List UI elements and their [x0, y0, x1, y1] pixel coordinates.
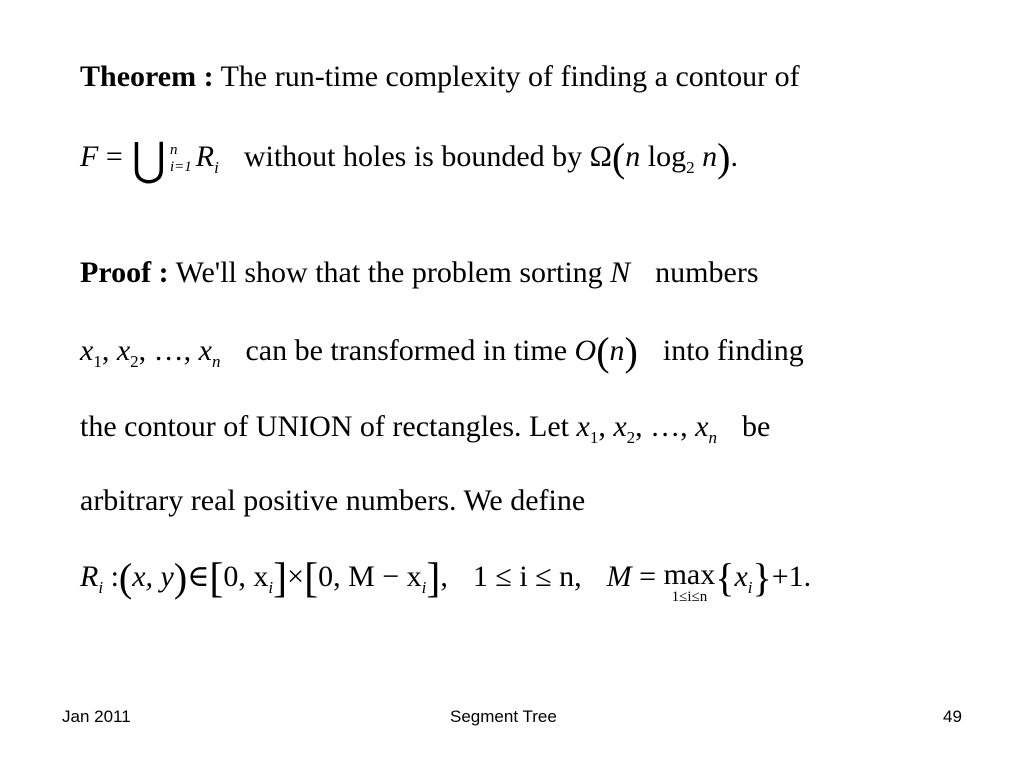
def-plus-one: +1. [771, 560, 812, 593]
proof-line-4 [80, 484, 585, 518]
formula-R-sub: i [214, 158, 219, 177]
def-colon: : [110, 560, 119, 593]
seq-x2: x [116, 334, 131, 367]
proof-N: N [610, 256, 631, 289]
seq2-x2: x [613, 410, 627, 443]
proof-label: Proof : [80, 256, 169, 289]
proof-text-3: the contour of UNION of rectangles. Let [80, 410, 569, 443]
proof-line-2: $x_1$, $x_2$, …, $x_n$ can be transformed in time O(n) into finding [80, 329, 804, 374]
def-interval1: 0, x [223, 560, 269, 593]
def-eq: = [639, 560, 657, 593]
theorem-label: Theorem : [80, 60, 214, 93]
def-R: R [80, 560, 99, 593]
seq2-xn-sub: n [708, 428, 717, 447]
bound-log: log [647, 140, 687, 173]
def-in: ∈ [187, 560, 210, 593]
def-range: 1 ≤ i ≤ n, [472, 560, 582, 593]
def-xy: x, y [132, 560, 174, 593]
def-R-sub: i [98, 578, 104, 597]
footer-title: Segment Tree [450, 707, 557, 726]
def-set-x: x [734, 560, 748, 593]
bound-log-base: 2 [686, 158, 695, 177]
footer-date: Jan 2011 [62, 707, 131, 726]
seq-dots: , …, [138, 334, 199, 367]
seq2-x1: x [576, 410, 590, 443]
seq2-x2-sub: 2 [626, 428, 636, 447]
def-times: × [287, 560, 305, 593]
union-symbol: ⋃ [132, 134, 167, 185]
bigO-n: n [609, 334, 625, 367]
seq-x1-sub: 1 [93, 352, 102, 371]
seq-x1: x [80, 334, 94, 367]
proof-text-2: can be transformed in time [245, 334, 568, 367]
bound-n2: n [702, 140, 718, 173]
proof-text-1: We'll show that the problem sorting [175, 256, 603, 289]
seq2-dots: , …, [635, 410, 696, 443]
theorem-text-2: without holes is bounded by [243, 140, 583, 173]
theorem-line-1 [80, 60, 800, 94]
union-lower: i=1 [169, 159, 192, 176]
def-comma: , [440, 560, 448, 593]
proof-line-1 [80, 256, 759, 290]
bigO: O [574, 334, 597, 367]
def-max-word: max [663, 558, 716, 591]
def-interval2-sub: i [421, 578, 427, 597]
def-interval1-sub: i [268, 578, 274, 597]
proof-text-1-end: numbers [655, 256, 759, 289]
def-max [664, 560, 716, 604]
theorem-text-1: The run-time complexity of finding a contour of [220, 60, 800, 93]
def-interval2: 0, M − x [318, 560, 422, 593]
omega: Ω [589, 140, 612, 173]
formula-eq: = [105, 140, 123, 173]
formula-F: F [80, 140, 99, 173]
seq-x2-sub: 2 [130, 352, 139, 371]
formula-R: R [195, 140, 215, 173]
proof-line-3: the contour of UNION of rectangles. Let $x_1$, $x_2$, …, $x_n$ be [80, 410, 771, 447]
proof-text-2-end: into finding [662, 334, 804, 367]
proof-text-3-end: be [741, 410, 771, 443]
seq2-xn: x [695, 410, 709, 443]
definition-line: $R_i$ :(x, y)∈[0, $x_i]\times[0$, $M - x_i$], 1 ≤ i ≤ n, M = max 1≤i≤n $\{x_i\}+1$. [80, 555, 812, 605]
bound-n: n [625, 140, 641, 173]
def-max-sub: 1≤i≤n [671, 589, 708, 605]
union-upper: n [169, 142, 178, 159]
seq2-x1-sub: 1 [589, 428, 599, 447]
footer-page: 49 [943, 707, 962, 726]
def-M: M [606, 560, 632, 593]
proof-text-4: arbitrary real positive numbers. We define [80, 484, 586, 517]
seq-xn-sub: n [211, 352, 221, 371]
theorem-line-2: F = ⋃ n i=1 $R_i$ without holes is bounded by Ω(n $\log_2 n$). [80, 134, 738, 185]
theorem-period: . [730, 140, 738, 173]
seq-xn: x [198, 334, 212, 367]
def-set-sub: i [747, 578, 753, 597]
union-limits [170, 142, 192, 176]
